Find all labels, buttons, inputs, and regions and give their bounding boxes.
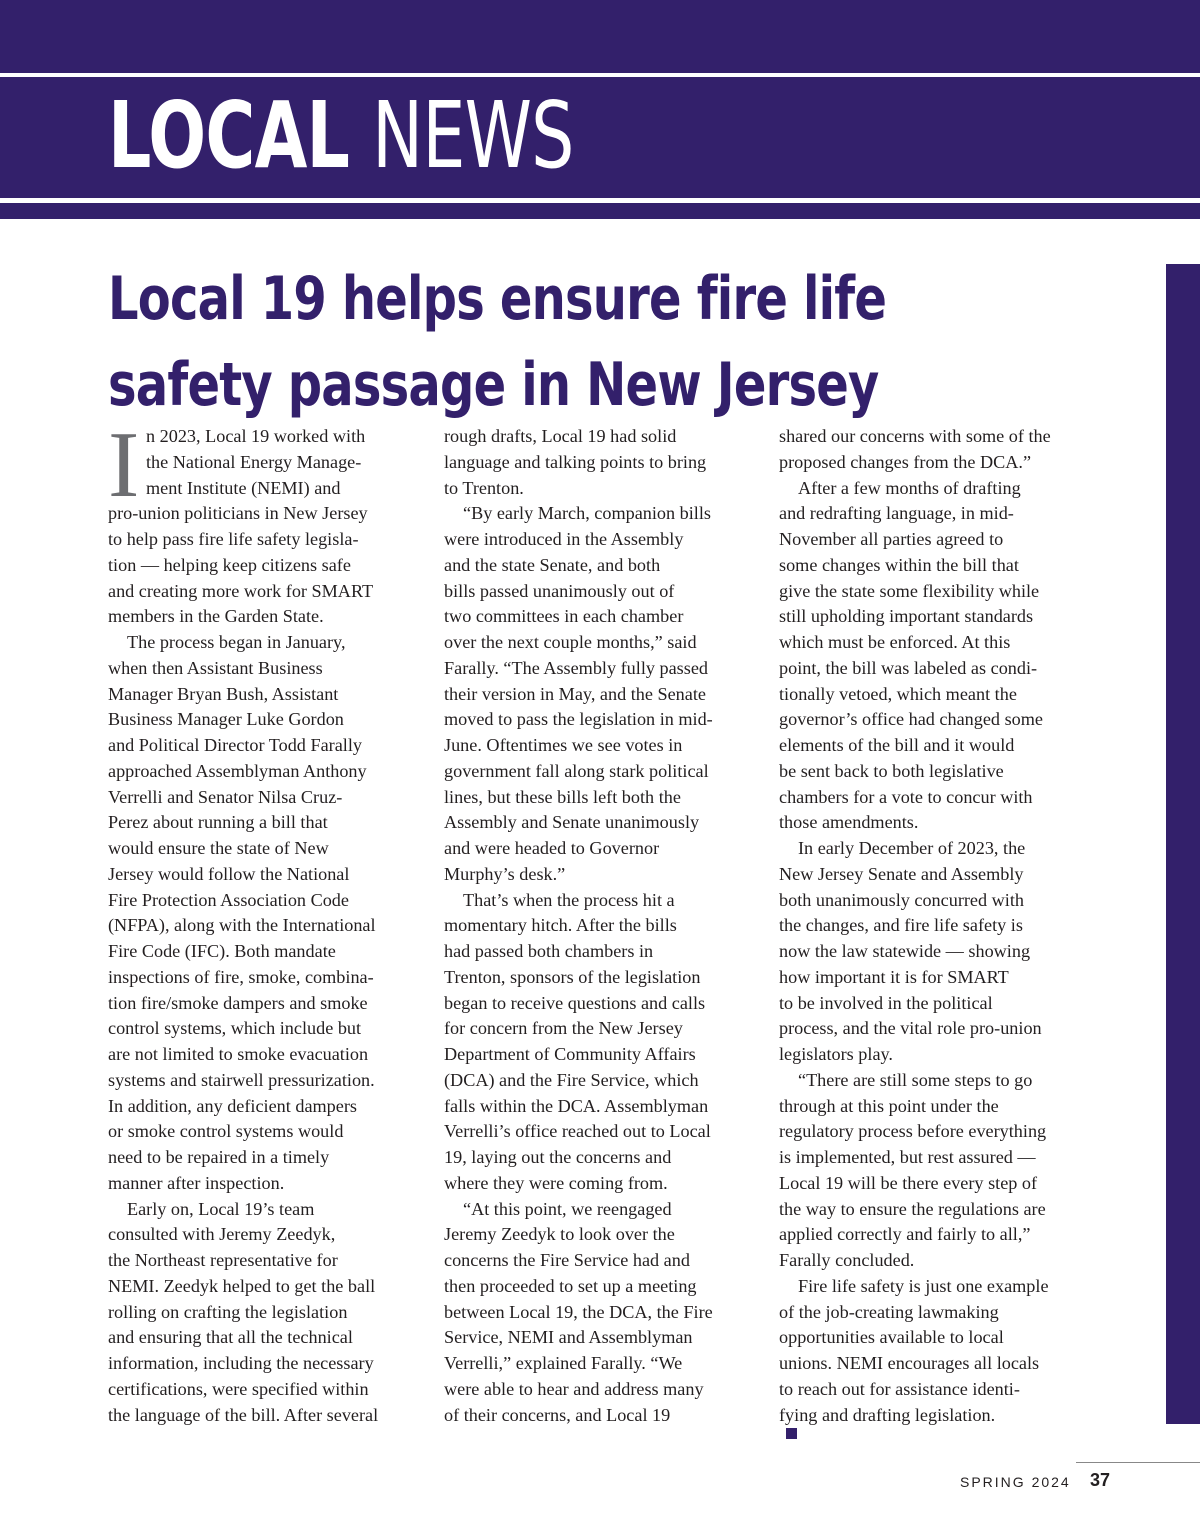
text-line: Fire Protection Association Code bbox=[108, 889, 349, 910]
text-line: ment Institute (NEMI) and bbox=[146, 477, 341, 498]
text-line: of their concerns, and Local 19 bbox=[444, 1404, 671, 1425]
text-line: chambers for a vote to concur with bbox=[779, 786, 1033, 807]
text-line: Murphy’s desk.” bbox=[444, 863, 566, 884]
paragraph bbox=[108, 1197, 434, 1429]
text-line: give the state some flexibility while bbox=[779, 580, 1040, 601]
text-line: Verrelli,” explained Farally. “We bbox=[444, 1353, 683, 1373]
text-line: 19, laying out the concerns and bbox=[444, 1147, 672, 1167]
text-line: and Political Director Todd Farally bbox=[108, 735, 362, 755]
text-line: Trenton, sponsors of the legislation bbox=[444, 966, 701, 987]
paragraph bbox=[444, 888, 770, 1197]
text-line: had passed both chambers in bbox=[444, 941, 654, 961]
side-tab bbox=[1166, 264, 1200, 1424]
text-line: consulted with Jeremy Zeedyk, bbox=[108, 1224, 336, 1245]
text-line: where they were coming from. bbox=[444, 1172, 668, 1193]
section-banner bbox=[0, 0, 1200, 219]
text-line: the Northeast representative for bbox=[108, 1250, 338, 1270]
text-line: proposed changes from the DCA.” bbox=[779, 451, 1032, 472]
text-line: fying and drafting legislation. bbox=[779, 1403, 1105, 1440]
banner-top-rule bbox=[0, 73, 1200, 77]
text-line: concerns the Fire Service had and bbox=[444, 1250, 690, 1270]
paragraph bbox=[444, 501, 770, 887]
text-line: momentary hitch. After the bills bbox=[444, 915, 677, 936]
text-line: information, including the necessary bbox=[108, 1353, 374, 1373]
text-line: rough drafts, Local 19 had solid bbox=[444, 426, 677, 446]
text-line: applied correctly and fairly to all,” bbox=[779, 1224, 1031, 1245]
section-title-light: NEWS bbox=[372, 82, 574, 189]
footer-rule bbox=[1076, 1462, 1200, 1463]
text-line: In addition, any deficient dampers bbox=[108, 1095, 357, 1116]
paragraph bbox=[779, 836, 1105, 1068]
text-line: through at this point under the bbox=[779, 1095, 999, 1116]
text-line: over the next couple months,” said bbox=[444, 632, 697, 652]
text-line: certifications, were specified within bbox=[108, 1378, 369, 1399]
text-line: legislators play. bbox=[779, 1044, 893, 1064]
text-line: when then Assistant Business bbox=[108, 657, 323, 678]
page-number: 37 bbox=[1090, 1470, 1111, 1490]
paragraph bbox=[108, 413, 434, 630]
text-line: to Trenton. bbox=[444, 477, 524, 498]
article-column-3 bbox=[779, 424, 1105, 1439]
paragraph bbox=[108, 630, 434, 1197]
text-line: shared our concerns with some of the bbox=[779, 426, 1051, 446]
text-line: tion fire/smoke dampers and smoke bbox=[108, 992, 368, 1013]
text-line: process, and the vital role pro-union bbox=[779, 1018, 1042, 1039]
text-line: manner after inspection. bbox=[108, 1172, 285, 1193]
text-line: to be involved in the political bbox=[779, 992, 993, 1013]
text-line: After a few months of drafting bbox=[798, 477, 1021, 498]
text-line: the changes, and fire life safety is bbox=[779, 915, 1023, 936]
text-line: governor’s office had changed some bbox=[779, 709, 1043, 730]
text-line: how important it is for SMART bbox=[779, 966, 1009, 987]
text-line: Verrelli and Senator Nilsa Cruz- bbox=[108, 786, 343, 807]
paragraph bbox=[444, 424, 770, 501]
text-line: some changes within the bill that bbox=[779, 554, 1019, 575]
text-line: or smoke control systems would bbox=[108, 1121, 344, 1142]
article-headline bbox=[108, 256, 886, 428]
text-line: The process began in January, bbox=[127, 632, 346, 652]
text-line: now the law statewide — showing bbox=[779, 941, 1031, 961]
banner-bottom-rule bbox=[0, 198, 1200, 203]
text-line: to help pass fire life safety legisla- bbox=[108, 529, 359, 549]
text-line: Business Manager Luke Gordon bbox=[108, 709, 344, 730]
text-line: government fall along stark political bbox=[444, 760, 709, 781]
text-line: Jersey would follow the National bbox=[108, 863, 350, 884]
headline-line-1: Local 19 helps ensure fire life bbox=[108, 264, 887, 334]
text-line: regulatory process before everything bbox=[779, 1121, 1047, 1142]
text-line: were able to hear and address many bbox=[444, 1378, 704, 1399]
text-line: their version in May, and the Senate bbox=[444, 683, 706, 704]
section-title-bold: LOCAL bbox=[108, 82, 350, 189]
text-line: Department of Community Affairs bbox=[444, 1044, 696, 1064]
text-line: for concern from the New Jersey bbox=[444, 1018, 683, 1039]
text-line: control systems, which include but bbox=[108, 1018, 362, 1039]
article-column-2 bbox=[444, 424, 770, 1428]
paragraph bbox=[444, 1197, 770, 1429]
text-line: falls within the DCA. Assemblyman bbox=[444, 1095, 709, 1116]
text-line: point, the bill was labeled as condi- bbox=[779, 657, 1038, 678]
text-line: Jeremy Zeedyk to look over the bbox=[444, 1224, 675, 1245]
text-line: June. Oftentimes we see votes in bbox=[444, 735, 683, 755]
text-line: Verrelli’s office reached out to Local bbox=[444, 1121, 711, 1142]
text-line: “At this point, we reengaged bbox=[463, 1198, 672, 1219]
section-title bbox=[108, 82, 574, 189]
text-line: systems and stairwell pressurization. bbox=[108, 1069, 375, 1090]
text-line: the way to ensure the regulations are bbox=[779, 1198, 1046, 1219]
text-line: and were headed to Governor bbox=[444, 838, 660, 858]
text-line: language and talking points to bring bbox=[444, 451, 707, 472]
text-line: bills passed unanimously out of bbox=[444, 580, 675, 601]
text-line: would ensure the state of New bbox=[108, 838, 329, 858]
issue-label: SPRING 2024 bbox=[960, 1474, 1071, 1490]
text-line: the language of the bill. After several bbox=[108, 1404, 379, 1425]
text-line: of the job-creating lawmaking bbox=[779, 1301, 999, 1322]
text-line: two committees in each chamber bbox=[444, 606, 684, 627]
text-line: to reach out for assistance identi- bbox=[779, 1378, 1020, 1399]
text-line: and creating more work for SMART bbox=[108, 580, 374, 601]
text-line: Farally concluded. bbox=[779, 1250, 915, 1270]
text-line: inspections of fire, smoke, combina- bbox=[108, 966, 374, 987]
text-line: opportunities available to local bbox=[779, 1327, 1004, 1348]
text-line: elements of the bill and it would bbox=[779, 735, 1015, 755]
paragraph bbox=[779, 476, 1105, 837]
text-line: Service, NEMI and Assemblyman bbox=[444, 1327, 693, 1348]
end-of-article-icon bbox=[786, 1428, 797, 1439]
drop-cap: I bbox=[108, 413, 140, 517]
text-line: “By early March, companion bills bbox=[463, 503, 711, 524]
article-column-1 bbox=[108, 413, 434, 1428]
text-line: tionally vetoed, which meant the bbox=[779, 683, 1017, 704]
text-line: Fire Code (IFC). Both mandate bbox=[108, 941, 336, 961]
headline-line-2: safety passage in New Jersey bbox=[108, 350, 879, 420]
paragraph bbox=[779, 424, 1105, 476]
text-line: moved to pass the legislation in mid- bbox=[444, 709, 713, 730]
text-line: Early on, Local 19’s team bbox=[127, 1198, 315, 1219]
text-line: those amendments. bbox=[779, 812, 919, 833]
text-line: NEMI. Zeedyk helped to get the ball bbox=[108, 1275, 376, 1296]
text-line: Perez about running a bill that bbox=[108, 812, 328, 833]
paragraph bbox=[779, 1274, 1105, 1440]
text-line: n 2023, Local 19 worked with bbox=[146, 426, 366, 446]
text-line: “There are still some steps to go bbox=[798, 1069, 1033, 1090]
text-line: Manager Bryan Bush, Assistant bbox=[108, 683, 339, 704]
text-line: still upholding important standards bbox=[779, 606, 1034, 627]
text-line: and the state Senate, and both bbox=[444, 554, 661, 575]
text-line: were introduced in the Assembly bbox=[444, 529, 684, 549]
paragraph bbox=[779, 1068, 1105, 1274]
text-line: began to receive questions and calls bbox=[444, 992, 706, 1013]
text-line: (NFPA), along with the International bbox=[108, 915, 376, 936]
text-line: lines, but these bills left both the bbox=[444, 786, 681, 807]
text-line: Fire life safety is just one example bbox=[798, 1275, 1049, 1296]
text-line: (DCA) and the Fire Service, which bbox=[444, 1069, 699, 1090]
text-line: and ensuring that all the technical bbox=[108, 1327, 353, 1348]
text-line: unions. NEMI encourages all locals bbox=[779, 1353, 1040, 1373]
text-line: be sent back to both legislative bbox=[779, 760, 1004, 781]
text-line: approached Assemblyman Anthony bbox=[108, 760, 367, 781]
text-line: pro-union politicians in New Jersey bbox=[108, 503, 368, 524]
text-line: Assembly and Senate unanimously bbox=[444, 812, 700, 833]
text-line: members in the Garden State. bbox=[108, 606, 324, 627]
text-line: New Jersey Senate and Assembly bbox=[779, 863, 1024, 884]
text-line: That’s when the process hit a bbox=[463, 889, 675, 910]
text-line: between Local 19, the DCA, the Fire bbox=[444, 1301, 713, 1322]
text-line: Farally. “The Assembly fully passed bbox=[444, 657, 709, 678]
text-line: Local 19 will be there every step of bbox=[779, 1172, 1038, 1193]
text-line: the National Energy Manage- bbox=[146, 451, 362, 472]
text-line: In early December of 2023, the bbox=[798, 838, 1026, 858]
text-line: both unanimously concurred with bbox=[779, 889, 1024, 910]
text-line: tion — helping keep citizens safe bbox=[108, 554, 351, 575]
text-line: November all parties agreed to bbox=[779, 529, 1004, 549]
text-line: and redrafting language, in mid- bbox=[779, 503, 1014, 524]
text-line: then proceeded to set up a meeting bbox=[444, 1275, 697, 1296]
text-line: need to be repaired in a timely bbox=[108, 1147, 330, 1167]
text-line: are not limited to smoke evacuation bbox=[108, 1044, 369, 1064]
text-line: which must be enforced. At this bbox=[779, 632, 1011, 652]
text-line: rolling on crafting the legislation bbox=[108, 1301, 348, 1322]
text-line: is implemented, but rest assured — bbox=[779, 1147, 1036, 1167]
